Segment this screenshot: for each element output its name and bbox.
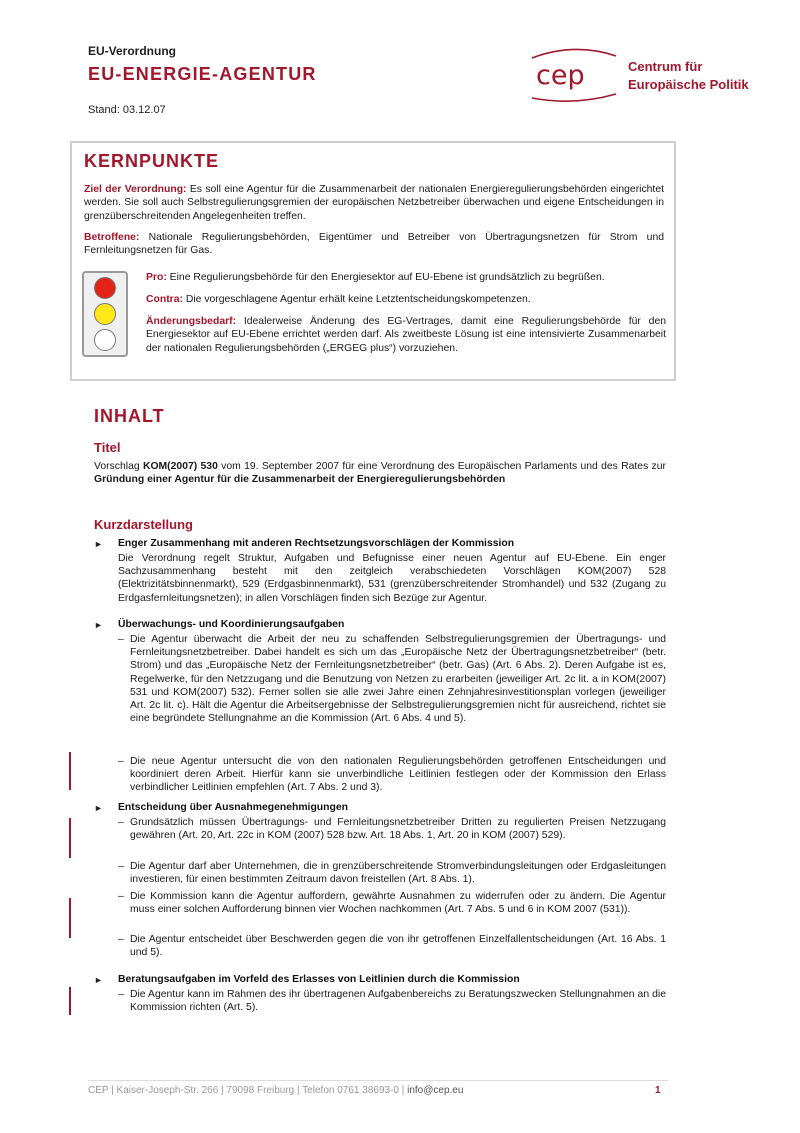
titel-pre: Vorschlag xyxy=(94,461,143,472)
white-lamp-icon xyxy=(94,329,116,351)
aenderung-paragraph xyxy=(146,315,666,355)
list-item-text: Grundsätzlich müssen Übertragungs- und Fernleitungsnetzbetreiber Dritten zu regulierten Preisen Netzzugang gewähren (Art. 20, Art. 22c in KOM (2007) 528 bzw. Art. 18 Abs. 1, Art. 20 in KOM (2007) 529). xyxy=(130,817,666,842)
traffic-light-icon xyxy=(82,271,128,357)
change-bar xyxy=(69,818,71,858)
contra-text: Die vorgeschlagene Agentur erhält keine Letztentscheidungskompetenzen. xyxy=(182,294,531,305)
titel-mid: vom 19. September 2007 für eine Verordnung des Europäischen Parlaments und des Rates zur xyxy=(217,461,666,472)
cep-logo xyxy=(524,44,754,104)
pro-label: Pro: xyxy=(146,272,167,283)
pro-paragraph xyxy=(146,271,666,284)
kurzdarstellung-heading: Kurzdarstellung xyxy=(94,517,193,532)
titel-bold: Gründung einer Agentur für die Zusammenarbeit der Energieregulierungsbehörden xyxy=(94,474,506,486)
titel-paragraph xyxy=(94,460,666,486)
list-item xyxy=(118,633,666,725)
dash-marker: – xyxy=(118,756,124,767)
contra-label: Contra: xyxy=(146,294,183,305)
arrow-bullet-icon: ► xyxy=(94,620,103,630)
document-kicker: EU-Verordnung xyxy=(88,44,177,58)
change-bar xyxy=(69,987,71,1015)
titel-heading: Titel xyxy=(94,440,121,455)
betroffene-text: Nationale Regulierungsbehörden, Eigentümer und Betreiber von Übertragungsnetzen für Strom und Fernleitungsnetzen für Gas. xyxy=(84,232,664,257)
footer-address: CEP | Kaiser-Joseph-Str. 266 | 79098 Freiburg | Telefon 0761 38693-0 | xyxy=(88,1085,408,1096)
list-item-text: Die Agentur entscheidet über Beschwerden gegen die von ihr getroffenen Einzelfallentscheidungen (Art. 16 Abs. 1 und 5). xyxy=(130,934,666,959)
aenderung-label: Änderungsbedarf: xyxy=(146,316,237,327)
yellow-lamp-icon xyxy=(94,303,116,325)
list-item-text: Die Agentur kann im Rahmen des ihr übertragenen Aufgabenbereichs zu Beratungszwecken Stellungnahmen an die Kommission richten (Art. 5). xyxy=(130,989,666,1014)
ziel-label: Ziel der Verordnung: xyxy=(84,184,187,195)
footer-divider xyxy=(88,1080,668,1081)
logo-line1: Centrum für xyxy=(628,59,703,74)
dash-marker: – xyxy=(118,934,124,945)
pro-text: Eine Regulierungsbehörde für den Energiesektor auf EU-Ebene ist grundsätzlich zu begrüßen. xyxy=(166,272,605,283)
bullet-heading: Überwachungs- und Koordinierungsaufgaben xyxy=(118,619,345,630)
red-lamp-icon xyxy=(94,277,116,299)
dash-marker: – xyxy=(118,634,124,645)
aenderung-text: Idealerweise Änderung des EG-Vertrages, damit eine Regulierungsbehörde für den Energiesektor auf EU-Ebene errichtet werden darf. Als zweitbeste Lösung ist eine intensivierte Zusammenarbeit der nationalen Regulierungsbehörden („ERGEG plus“) vorzuziehen. xyxy=(146,316,666,354)
arrow-bullet-icon: ► xyxy=(94,975,103,985)
document-title: EU-ENERGIE-AGENTUR xyxy=(88,64,317,84)
list-item xyxy=(118,890,666,916)
bullet-text: Die Verordnung regelt Struktur, Aufgaben und Befugnisse einer neuen Agentur auf EU-Ebene. Ein enger Sachzusammenhang besteht mit den zeitgleich verabschiedeten Vorschlägen KOM(2007) 528 (Elektrizitätsbinnenmarkt), 529 (Erdgasbinnenmarkt), 531 (grenzüberschreitender Stromhandel) und 532 (Zugang zu Erdgasfernleitungsnetzen); in allen Vorschlägen finden sich Bezüge zur Agentur. xyxy=(118,553,666,604)
titel-kom: KOM(2007) 530 xyxy=(142,461,218,472)
footer-email-link[interactable]: info@cep.eu xyxy=(407,1085,464,1096)
cep-logo-icon xyxy=(524,44,624,104)
contra-paragraph xyxy=(146,293,666,306)
list-item xyxy=(118,988,666,1014)
list-item xyxy=(118,816,666,842)
logo-mark-text: cep xyxy=(536,60,585,91)
list-item xyxy=(118,933,666,959)
list-item-text: Die Agentur überwacht die Arbeit der neu zu schaffenden Selbstregulierungsgremien der Übertragungs- und Fernleitungsnetzbetreiber. Dabei handelt es sich um das „Europäische Netz der Übertragungsnetzbetreiber“ (betr. Strom) und das „Europäische Netz der Fernleitungsnetzbetreiber“ (betr. Gas) (Art. 6 Abs. 2). Deren Aufgabe ist es, Regelwerke, für den Netzzugang und die Benutzung von Netzen zu erarbeiten (jeweiliger Art. 2c lit. a in KOM(2007) 531 und KOM(2007) 532). Ferner sollen sie alle zwei Jahre einen Zehnjahresinvestitionsplan vorlegen (jeweiliger Art. 2c lit. c). Hält die Agentur die Arbeitsergebnisse der Selbstregulierungsgremien nicht für ausreichend, richtet sie eine begründete Stellungnahme an die Kommission (Art. 6 Abs. 4 und 5). xyxy=(130,634,666,725)
list-item-text: Die Kommission kann die Agentur auffordern, gewährte Ausnahmen zu widerrufen oder zu ändern. Die Agentur muss einer solchen Aufforderung binnen vier Wochen nachkommen (Art. 7 Abs. 5 und 6 in KOM 2007 (531)). xyxy=(130,891,666,916)
dash-marker: – xyxy=(118,891,124,902)
ziel-text: Es soll eine Agentur für die Zusammenarbeit der nationalen Energieregulierungsbehörden eingerichtet werden. Sie soll auch Selbstregulierungsgremien der europäischen Netzbetreiber überwachen und eigene Entscheidungen in grenzüberschreitenden Angelegenheiten treffen. xyxy=(84,184,664,222)
dash-marker: – xyxy=(118,861,124,872)
logo-name xyxy=(628,58,749,94)
inhalt-title: INHALT xyxy=(94,406,165,426)
bullet-heading: Entscheidung über Ausnahmegenehmigungen xyxy=(118,802,348,813)
page-number: 1 xyxy=(655,1085,661,1096)
kernpunkte-title: KERNPUNKTE xyxy=(84,151,220,171)
footer xyxy=(88,1085,463,1096)
list-item xyxy=(118,755,666,795)
list-item-text: Die neue Agentur untersucht die von den nationalen Regulierungsbehörden getroffenen Entscheidungen und koordiniert deren Arbeit. Hierfür kann sie unverbindliche Leitlinien festlegen oder der Kommission den Erlass verbindlicher Leitlinien empfehlen (Art. 7 Abs. 2 und 3). xyxy=(130,756,666,794)
list-item xyxy=(118,860,666,886)
betroffene-label: Betroffene: xyxy=(84,232,140,243)
dash-marker: – xyxy=(118,989,124,1000)
document-date: Stand: 03.12.07 xyxy=(88,104,166,116)
change-bar xyxy=(69,898,71,938)
ziel-paragraph xyxy=(84,183,664,223)
betroffene-paragraph xyxy=(84,231,664,258)
bullet-heading: Enger Zusammenhang mit anderen Rechtsetzungsvorschlägen der Kommission xyxy=(118,538,515,549)
change-bar xyxy=(69,752,71,790)
arrow-bullet-icon: ► xyxy=(94,803,103,813)
list-item-text: Die Agentur darf aber Unternehmen, die in grenzüberschreitende Stromverbindungsleitungen oder Erdgasleitungen investieren, für einen bestimmten Zeitraum davon freistellen (Art. 8 Abs. 1). xyxy=(130,861,666,886)
arrow-bullet-icon: ► xyxy=(94,539,103,549)
dash-marker: – xyxy=(118,817,124,828)
kernpunkte-box xyxy=(70,141,676,381)
logo-line2: Europäische Politik xyxy=(628,77,749,92)
bullet-heading: Beratungsaufgaben im Vorfeld des Erlasses von Leitlinien durch die Kommission xyxy=(118,974,520,985)
